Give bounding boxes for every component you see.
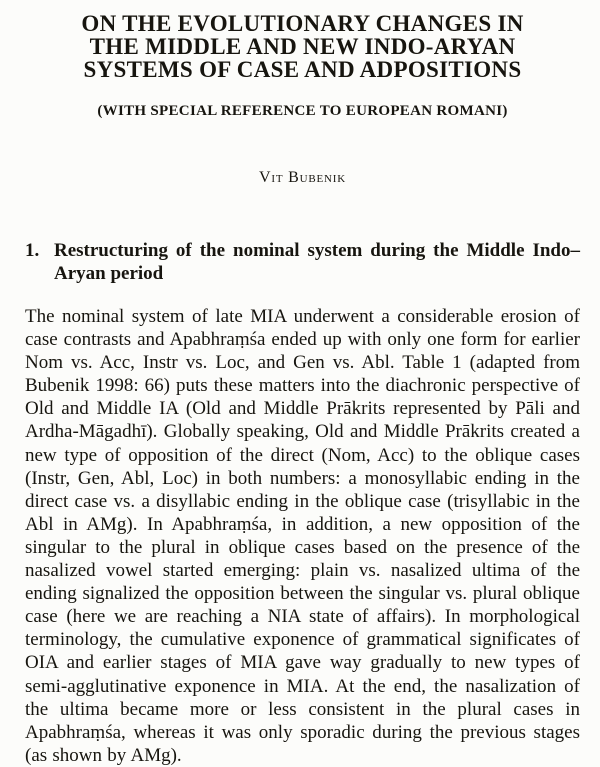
section-1-title-line-2: Aryan period xyxy=(54,263,164,284)
paper-title-line-2: THE MIDDLE AND NEW INDO-ARYAN xyxy=(89,34,516,59)
paper-title xyxy=(25,12,580,81)
paper-title-line-3: SYSTEMS OF CASE AND ADPOSITIONS xyxy=(83,57,522,82)
section-1-title xyxy=(54,239,580,285)
section-1-heading xyxy=(25,239,580,285)
section-1-title-line-1: Restructuring of the nominal system during the Middle Indo– xyxy=(54,240,580,261)
paper-subtitle: (WITH SPECIAL REFERENCE TO EUROPEAN ROMANI) xyxy=(97,103,508,119)
section-1-paragraph: The nominal system of late MIA underwent a considerable erosion of case contrasts and Apabhraṃśa ended up with only one form for earlier Nom vs. Acc, Instr vs. Loc, and Gen vs. Abl. Table 1 (adapted from Bubenik 1998: 66) puts these matters into the diachronic perspective of Old and Middle IA (Old and Middle Prākrits represented by Pāli and Ardha-Māgadhī). Globally speaking, Old and Middle Prākrits created a new type of opposition of the direct (Nom, Acc) to the oblique cases (Instr, Gen, Abl, Loc) in both numbers: a monosyllabic ending in the direct case vs. a disyllabic ending in the oblique case (trisyllabic in the Abl in AMg). In Apabhraṃśa, in addition, a new opposition of the singular to the plural in oblique cases based on the presence of the nasalized vowel started emerging: plain vs. nasalized ultima of the ending signalized the opposition between the singular vs. plural oblique case (here we are reaching a NIA state of affairs). In morphological terminology, the cumulative exponence of grammatical significates of OIA and earlier stages of MIA gave way gradually to new types of semi-agglutinative exponence in MIA. At the end, the nasalization of the ultima became more or less consistent in the plural cases in Apabhraṃśa, whereas it was only sporadic during the previous stages (as shown by AMg). xyxy=(25,306,580,766)
author-name: Vit Bubenik xyxy=(259,169,346,186)
paper-title-line-1: ON THE EVOLUTIONARY CHANGES IN xyxy=(81,11,524,36)
section-1-number: 1. xyxy=(25,240,40,261)
